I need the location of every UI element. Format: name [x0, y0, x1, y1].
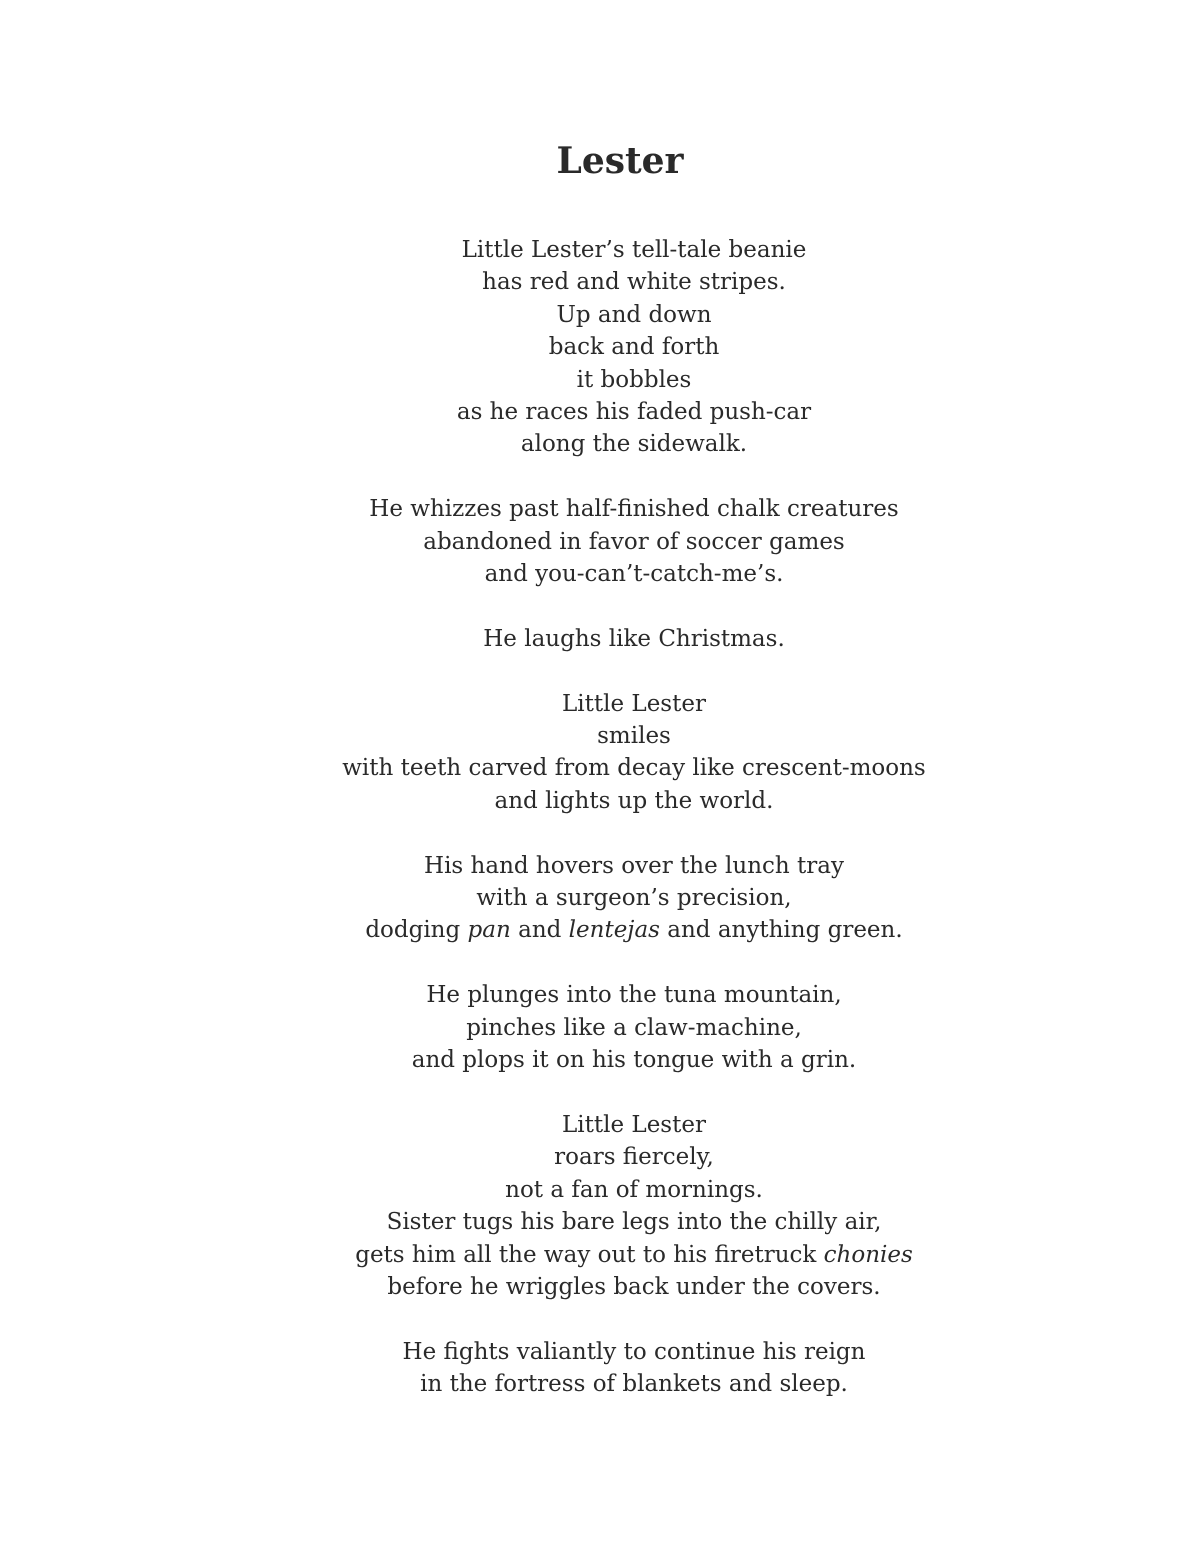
- poem-line: Sister tugs his bare legs into the chilly air,: [386, 1209, 882, 1236]
- poem-line: pinches like a claw-machine,: [466, 1014, 802, 1041]
- stanza-6: [0, 979, 1200, 1076]
- poem-line: with a surgeon’s precision,: [476, 885, 792, 912]
- line-text: gets him all the way out to his firetruck: [355, 1241, 824, 1268]
- poem-line: Little Lester’s tell-tale beanie: [461, 237, 807, 263]
- stanza-2: [0, 493, 1200, 590]
- poem-line: abandoned in favor of soccer games: [423, 528, 845, 555]
- poem-line: and plops it on his tongue with a grin.: [411, 1047, 857, 1074]
- stanza-5: [0, 850, 1200, 947]
- poem-line: smiles: [597, 723, 671, 750]
- line-text: and anything green.: [659, 917, 903, 944]
- poem-line: He laughs like Christmas.: [483, 625, 785, 652]
- poem-line: roars fiercely,: [554, 1144, 714, 1171]
- poem-line: with teeth carved from decay like crescent-moons: [342, 755, 926, 782]
- poem-line: back and forth: [548, 334, 720, 361]
- poem-line: in the fortress of blankets and sleep.: [420, 1371, 848, 1398]
- poem-line-mixed: [0, 1239, 1200, 1271]
- poem-line: it bobbles: [576, 366, 692, 393]
- poem-line: Little Lester: [562, 690, 706, 717]
- poem-line: He whizzes past half-finished chalk creatures: [369, 496, 899, 523]
- poem-line: along the sidewalk.: [520, 431, 748, 458]
- stanza-8: [0, 1336, 1200, 1401]
- poem-title: Lester: [556, 140, 684, 182]
- poem-line: His hand hovers over the lunch tray: [424, 852, 844, 879]
- stanza-1: [0, 234, 1200, 461]
- poem-line: He fights valiantly to continue his reign: [402, 1338, 866, 1365]
- italic-word: chonies: [823, 1241, 913, 1268]
- poem-line: has red and white stripes.: [482, 269, 786, 296]
- poem-line: Up and down: [556, 301, 712, 328]
- line-text: and: [510, 917, 569, 944]
- poem-line: as he races his faded push-car: [456, 399, 812, 426]
- poem-line: and lights up the world.: [494, 787, 774, 814]
- poem-line: He plunges into the tuna mountain,: [426, 982, 842, 1009]
- stanza-7: [0, 1109, 1200, 1303]
- stanza-3: [0, 623, 1200, 655]
- italic-word: pan: [467, 917, 511, 944]
- poem-line: Little Lester: [562, 1111, 706, 1138]
- poem-body: [0, 234, 1200, 1433]
- italic-word: lentejas: [568, 917, 660, 944]
- poem-line: not a fan of mornings.: [505, 1176, 763, 1203]
- poem-line: and you-can’t-catch-me’s.: [484, 561, 784, 588]
- poem-line: before he wriggles back under the covers.: [387, 1273, 881, 1300]
- stanza-4: [0, 688, 1200, 818]
- poem-line-mixed: [0, 914, 1200, 946]
- line-text: dodging: [365, 917, 468, 944]
